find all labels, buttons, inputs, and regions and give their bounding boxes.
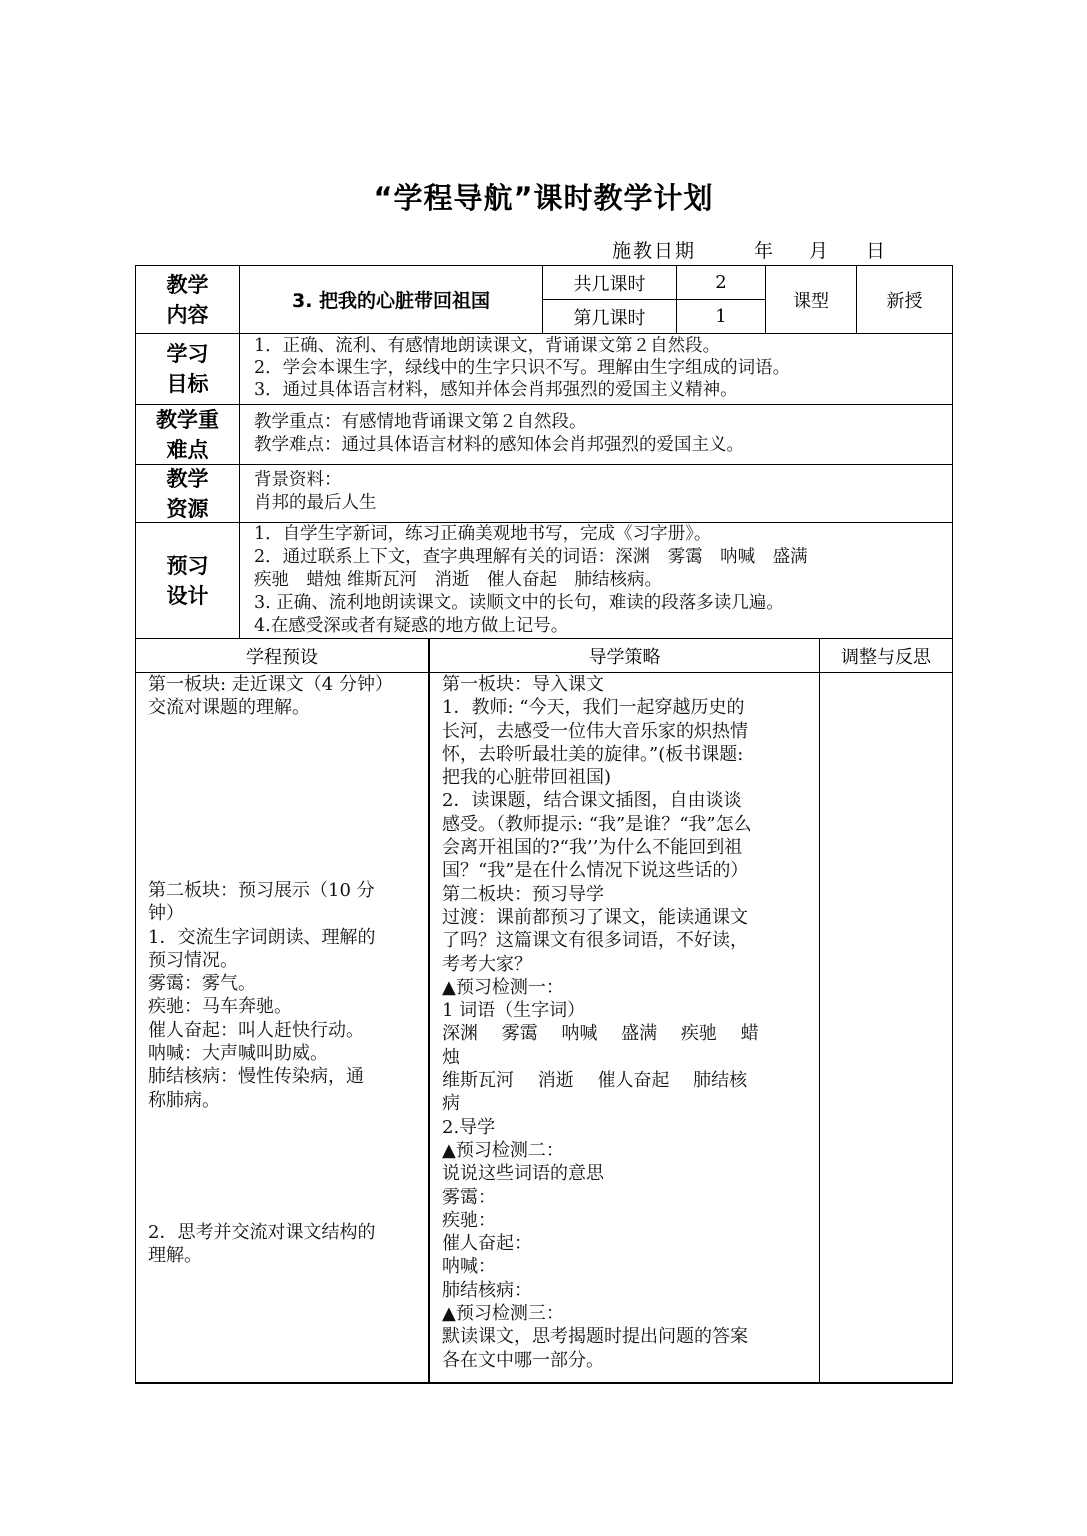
plan-col2-cell bbox=[428, 672, 820, 1384]
resource-line: 肖邦的最后人生 bbox=[254, 493, 377, 513]
col2-line: 长河，去感受一位伟大音乐家的炽热情 bbox=[442, 720, 748, 742]
plan-header-col3-text: 调整与反思 bbox=[841, 646, 931, 668]
goal-line: 2．学会本课生字，绿线中的生字只识不写。理解由生字组成的词语。 bbox=[254, 358, 791, 378]
col1-line: 呐喊：大声喊叫助威。 bbox=[148, 1043, 328, 1065]
col1-block-2 bbox=[148, 879, 375, 1112]
col2-line: 疾驰： bbox=[442, 1209, 496, 1231]
preview-label-cell bbox=[135, 522, 240, 639]
col1-line: 雾霭：雾气。 bbox=[148, 973, 256, 995]
col2-line: 了吗？这篇课文有很多词语，不好读， bbox=[442, 930, 748, 952]
col2-line: 病 bbox=[442, 1093, 460, 1115]
col2-line: ▲预习检测一： bbox=[442, 976, 564, 998]
preview-line: 4.在感受深或者有疑惑的地方做上记号。 bbox=[254, 616, 569, 636]
keypoints-label-line2: 难点 bbox=[166, 437, 209, 462]
date-year: 年 bbox=[754, 240, 774, 262]
preview-line: 3. 正确、流利地朗读课文。读顺文中的长句，难读的段落多读几遍。 bbox=[254, 593, 784, 613]
lesson-title: 3. 把我的心脏带回祖国 bbox=[291, 290, 491, 312]
current-hour-label: 第几课时 bbox=[573, 307, 646, 329]
col2-line: 1．教师: “今天，我们一起穿越历史的 bbox=[442, 697, 745, 719]
plan-header-col1 bbox=[135, 638, 429, 673]
keypoints-label-cell bbox=[135, 404, 240, 465]
keypoints-label-line1: 教学重 bbox=[156, 407, 219, 432]
col2-line: 第一板块：导入课文 bbox=[442, 674, 604, 695]
col2-line: 默读课文，思考揭题时提出问题的答案 bbox=[442, 1326, 748, 1348]
col1-line: 称肺病。 bbox=[148, 1089, 220, 1111]
col2-line: 把我的心脏带回祖国) bbox=[442, 767, 612, 789]
col2-line: 过渡：课前都预习了课文，能读通课文 bbox=[442, 906, 748, 928]
col2-line: 1 词语（生字词） bbox=[442, 1000, 586, 1022]
date-month: 月 bbox=[809, 240, 829, 262]
col2-line: 2.导学 bbox=[442, 1116, 496, 1138]
total-hours-label-cell bbox=[542, 265, 677, 300]
col2-line: ▲预习检测二： bbox=[442, 1139, 564, 1161]
col2-line: 各在文中哪一部分。 bbox=[442, 1349, 604, 1371]
current-hour-value: 1 bbox=[715, 306, 727, 327]
resources-label-line1: 教学 bbox=[166, 466, 209, 491]
lesson-title-cell bbox=[239, 265, 543, 334]
col1-line: 2．思考并交流对课文结构的 bbox=[148, 1222, 376, 1243]
col2-line: 呐喊： bbox=[442, 1256, 496, 1278]
col1-line: 肺结核病：慢性传染病，通 bbox=[148, 1066, 364, 1088]
col1-line: 疾驰：马车奔驰。 bbox=[148, 996, 292, 1018]
plan-col3-cell bbox=[819, 672, 953, 1384]
col2-line: 肺结核病： bbox=[442, 1279, 532, 1301]
plan-header-col2-text: 导学策略 bbox=[588, 646, 661, 668]
col1-line: 催人奋起：叫人赶快行动。 bbox=[148, 1019, 364, 1041]
date-day: 日 bbox=[866, 240, 886, 262]
goals-content-cell bbox=[239, 333, 953, 405]
resource-line: 背景资料： bbox=[254, 470, 342, 490]
current-hour-label-cell bbox=[542, 299, 677, 334]
plan-header-col1-text: 学程预设 bbox=[246, 646, 318, 668]
content-label-line1: 教学 bbox=[166, 272, 209, 297]
col2-line: 烛 bbox=[442, 1046, 460, 1068]
goals-label-line1: 学习 bbox=[166, 342, 209, 366]
total-hours-label: 共几课时 bbox=[573, 273, 646, 295]
total-hours-value: 2 bbox=[715, 272, 727, 293]
date-label: 施教日期 bbox=[612, 240, 697, 262]
col2-line: 感受。（教师提示: “我”是谁？“我”怎么 bbox=[442, 813, 752, 835]
plan-header-col3 bbox=[819, 638, 953, 673]
lesson-type-value: 新授 bbox=[886, 290, 923, 312]
preview-line: 疾驰 蜡烛 维斯瓦河 消逝 催人奋起 肺结核病。 bbox=[254, 570, 663, 590]
col1-line: 钟） bbox=[148, 903, 184, 925]
content-label-line2: 内容 bbox=[166, 302, 209, 327]
col2-line: 第二板块：预习导学 bbox=[442, 883, 604, 905]
col1-line: 第二板块：预习展示（10 分 bbox=[148, 880, 375, 901]
col2-lines bbox=[442, 673, 759, 1372]
goal-line: 1．正确、流利、有感情地朗读课文，背诵课文第２自然段。 bbox=[254, 336, 721, 356]
lesson-type-label: 课型 bbox=[793, 290, 829, 312]
preview-label-line1: 预习 bbox=[166, 553, 209, 578]
col1-block-1 bbox=[148, 673, 393, 720]
col1-block-3 bbox=[148, 1221, 375, 1268]
current-hour-value-cell bbox=[676, 299, 766, 334]
col1-line: 预习情况。 bbox=[148, 949, 238, 971]
plan-col1-cell bbox=[135, 672, 429, 1384]
content-label-cell bbox=[135, 265, 240, 334]
preview-label-line2: 设计 bbox=[166, 583, 209, 608]
col2-line: 考考大家？ bbox=[442, 953, 532, 975]
col2-line: ▲预习检测三： bbox=[442, 1303, 564, 1325]
col2-line: 怀，去聆听最壮美的旋律。”(板书课题: bbox=[442, 743, 744, 765]
goals-label-line2: 目标 bbox=[166, 372, 209, 396]
col2-line: 会离开祖国的?“我’’为什么不能回到祖 bbox=[442, 837, 743, 859]
col1-line: 交流对课题的理解。 bbox=[148, 697, 310, 719]
resources-content-cell bbox=[239, 464, 953, 523]
col2-line: 维斯瓦河 消逝 催人奋起 肺结核 bbox=[442, 1070, 748, 1092]
resources-label-line2: 资源 bbox=[166, 496, 209, 521]
teaching-date-line bbox=[612, 236, 885, 263]
plan-header-col2 bbox=[428, 638, 820, 673]
col1-line: 理解。 bbox=[148, 1245, 202, 1267]
col1-line: 1．交流生字词朗读、理解的 bbox=[148, 926, 376, 948]
page-title: “学程导航”课时教学计划 bbox=[373, 181, 714, 215]
resources-label-cell bbox=[135, 464, 240, 523]
col1-line: 第一板块: 走近课文（4 分钟） bbox=[148, 674, 393, 695]
col2-line: 说说这些词语的意思 bbox=[442, 1163, 604, 1185]
goals-label-cell bbox=[135, 333, 240, 405]
col2-line: 催人奋起： bbox=[442, 1233, 532, 1255]
total-hours-value-cell bbox=[676, 265, 766, 300]
col2-line: 深渊 雾霭 呐喊 盛满 疾驰 蜡 bbox=[442, 1023, 759, 1045]
keypoints-content-cell bbox=[239, 404, 953, 465]
goal-line: 3．通过具体语言材料，感知并体会肖邦强烈的爱国主义精神。 bbox=[254, 380, 738, 400]
preview-content-cell bbox=[239, 522, 953, 639]
col2-line: 国？“我”是在什么情况下说这些话的） bbox=[442, 860, 749, 882]
lesson-type-value-cell bbox=[856, 265, 953, 334]
col2-line: 2．读课题，结合课文插图，自由谈谈 bbox=[442, 790, 742, 812]
keypoint-line: 教学难点：通过具体语言材料的感知体会肖邦强烈的爱国主义。 bbox=[254, 435, 744, 455]
preview-line: 2．通过联系上下文，查字典理解有关的词语：深渊 雾霭 呐喊 盛满 bbox=[254, 547, 808, 567]
keypoint-line: 教学重点：有感情地背诵课文第２自然段。 bbox=[254, 412, 587, 432]
preview-line: 1．自学生字新词，练习正确美观地书写，完成《习字册》。 bbox=[254, 524, 712, 544]
col2-line: 雾霭： bbox=[442, 1186, 496, 1208]
lesson-type-label-cell bbox=[765, 265, 857, 334]
